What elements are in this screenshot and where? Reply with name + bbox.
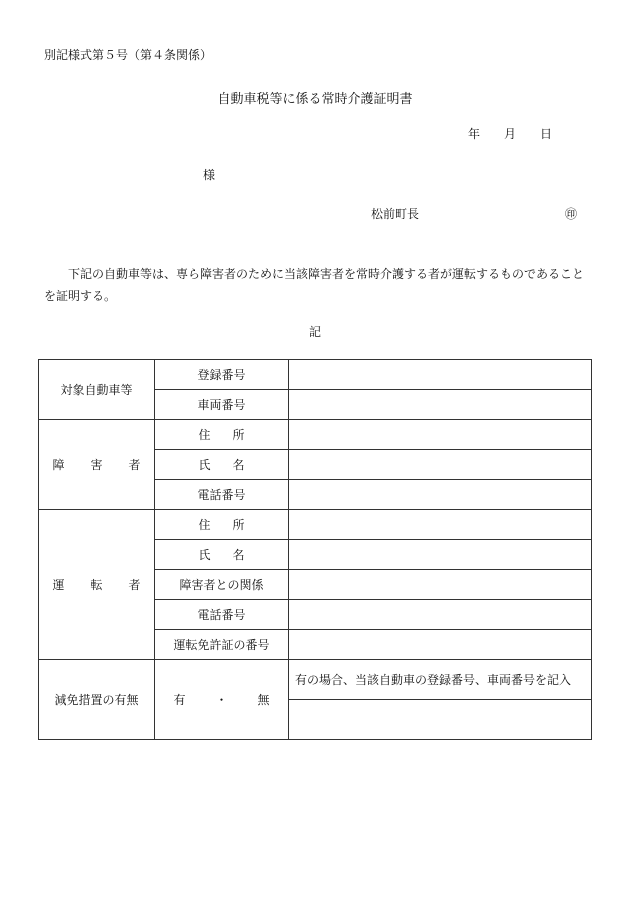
date-day-label: 日 — [540, 127, 553, 141]
vehicle-number-label: 車両番号 — [155, 390, 289, 420]
disabled-person-name-field[interactable] — [289, 450, 592, 480]
driver-name-label: 氏 名 — [155, 540, 289, 570]
reduction-section-label: 減免措置の有無 — [39, 660, 155, 740]
reduction-note: 有の場合、当該自動車の登録番号、車両番号を記入 — [289, 660, 592, 700]
reduction-separator: ・ — [215, 693, 228, 707]
driver-relation-field[interactable] — [289, 570, 592, 600]
driver-address-field[interactable] — [289, 510, 592, 540]
driver-license-field[interactable] — [289, 630, 592, 660]
form-number: 別記様式第５号（第４条関係） — [44, 48, 213, 62]
date-month-label: 月 — [504, 127, 517, 141]
vehicle-number-field[interactable] — [289, 390, 592, 420]
reduction-detail-field[interactable] — [289, 700, 592, 740]
date-year-label: 年 — [468, 127, 481, 141]
disabled-person-address-label: 住 所 — [155, 420, 289, 450]
date-line — [468, 125, 552, 142]
table-row — [39, 420, 592, 450]
disabled-person-phone-label: 電話番号 — [155, 480, 289, 510]
reduction-yes-option[interactable]: 有 — [173, 693, 186, 707]
driver-name-field[interactable] — [289, 540, 592, 570]
certificate-table — [38, 359, 592, 740]
table-row — [39, 510, 592, 540]
table-row — [39, 660, 592, 700]
driver-license-label: 運転免許証の番号 — [155, 630, 289, 660]
disabled-person-phone-field[interactable] — [289, 480, 592, 510]
registration-number-label: 登録番号 — [155, 360, 289, 390]
driver-relation-label: 障害者との関係 — [155, 570, 289, 600]
addressee-suffix: 様 — [203, 168, 216, 182]
document-title: 自動車税等に係る常時介護証明書 — [217, 92, 413, 107]
issuer-name: 松前町長 — [371, 207, 420, 221]
driver-section-label: 運 転 者 — [39, 510, 155, 660]
ki-heading: 記 — [308, 325, 321, 339]
registration-number-field[interactable] — [289, 360, 592, 390]
seal-mark: ㊞ — [565, 207, 578, 221]
disabled-person-address-field[interactable] — [289, 420, 592, 450]
driver-address-label: 住 所 — [155, 510, 289, 540]
driver-phone-label: 電話番号 — [155, 600, 289, 630]
reduction-choice[interactable] — [155, 660, 289, 740]
table-row — [39, 360, 592, 390]
disabled-person-name-label: 氏 名 — [155, 450, 289, 480]
disabled-person-section-label: 障 害 者 — [39, 420, 155, 510]
certification-statement: 下記の自動車等は、専ら障害者のために当該障害者を常時介護する者が運転するものであることを証明する。 — [44, 267, 585, 303]
driver-phone-field[interactable] — [289, 600, 592, 630]
reduction-no-option[interactable]: 無 — [257, 693, 270, 707]
vehicle-section-label: 対象自動車等 — [39, 360, 155, 420]
